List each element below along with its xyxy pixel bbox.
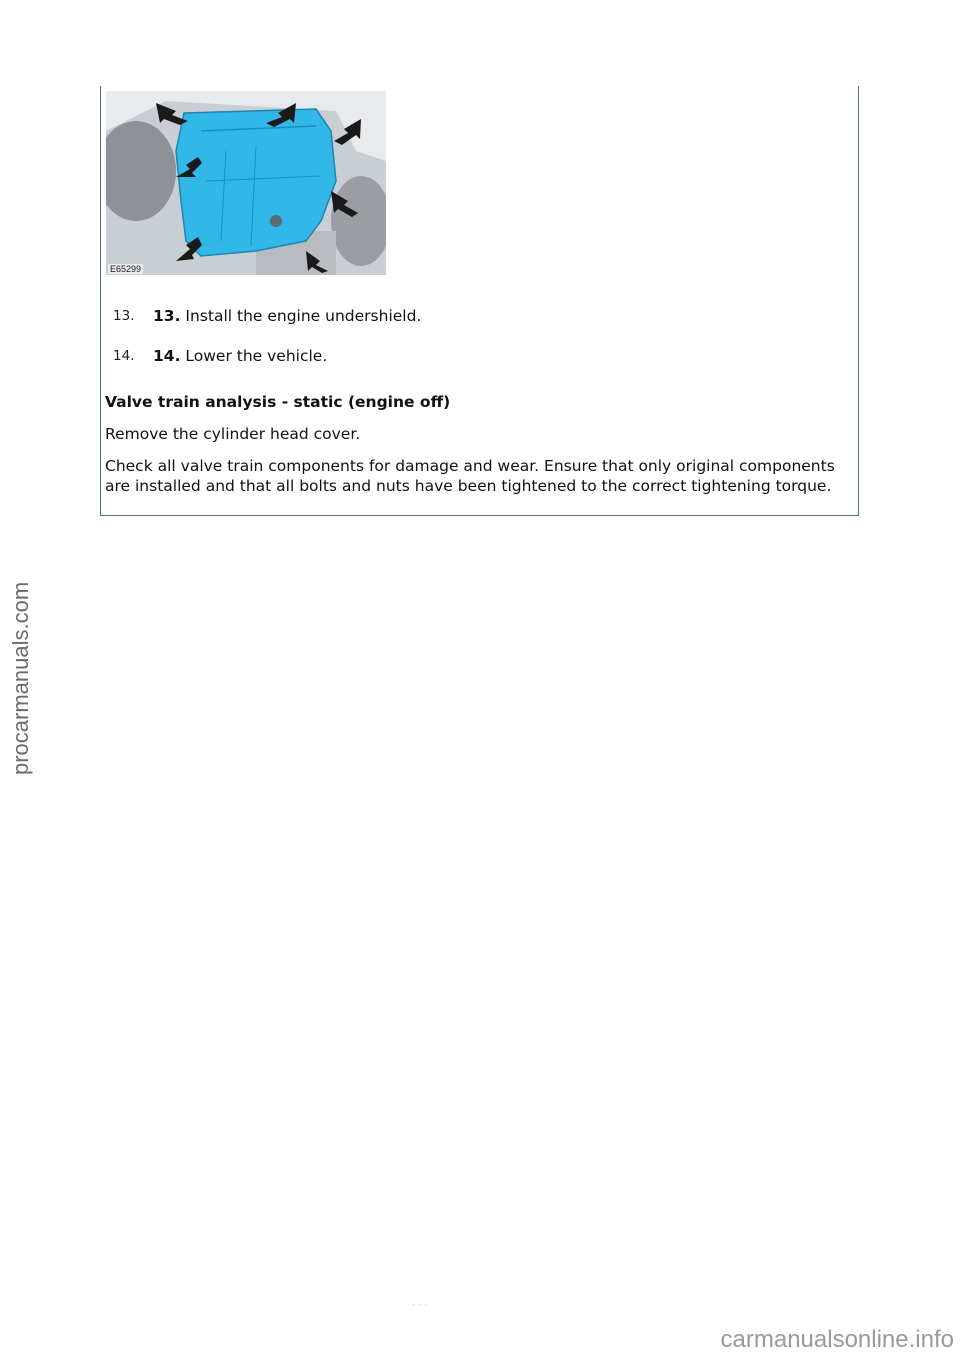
step-number: 14.: [113, 348, 135, 364]
step-text: [153, 307, 421, 325]
step-text: [153, 347, 327, 365]
step-body: Install the engine undershield.: [185, 307, 422, 325]
watermark-left: procarmanuals.com: [8, 581, 33, 775]
step-number: 13.: [113, 308, 135, 324]
undershield-image: [106, 91, 386, 275]
step-body: Lower the vehicle.: [185, 347, 328, 365]
page-number: · · ·: [412, 1300, 428, 1311]
undershield-illustration: [106, 91, 386, 275]
procedure-panel: [100, 86, 859, 516]
step-bold-number: 13.: [153, 307, 181, 325]
watermark-bottom: carmanualsonline.info: [720, 1326, 954, 1353]
section-heading: Valve train analysis - static (engine off): [105, 393, 451, 411]
step-bold-number: 14.: [153, 347, 181, 365]
figure-label: E65299: [110, 264, 142, 274]
paragraph-remove-cover: Remove the cylinder head cover.: [105, 425, 361, 443]
paragraph-check-components: Check all valve train components for damage and wear. Ensure that only original components are installed and that all bolts and nuts have been tightened to the correct tightening torque.: [105, 457, 835, 495]
